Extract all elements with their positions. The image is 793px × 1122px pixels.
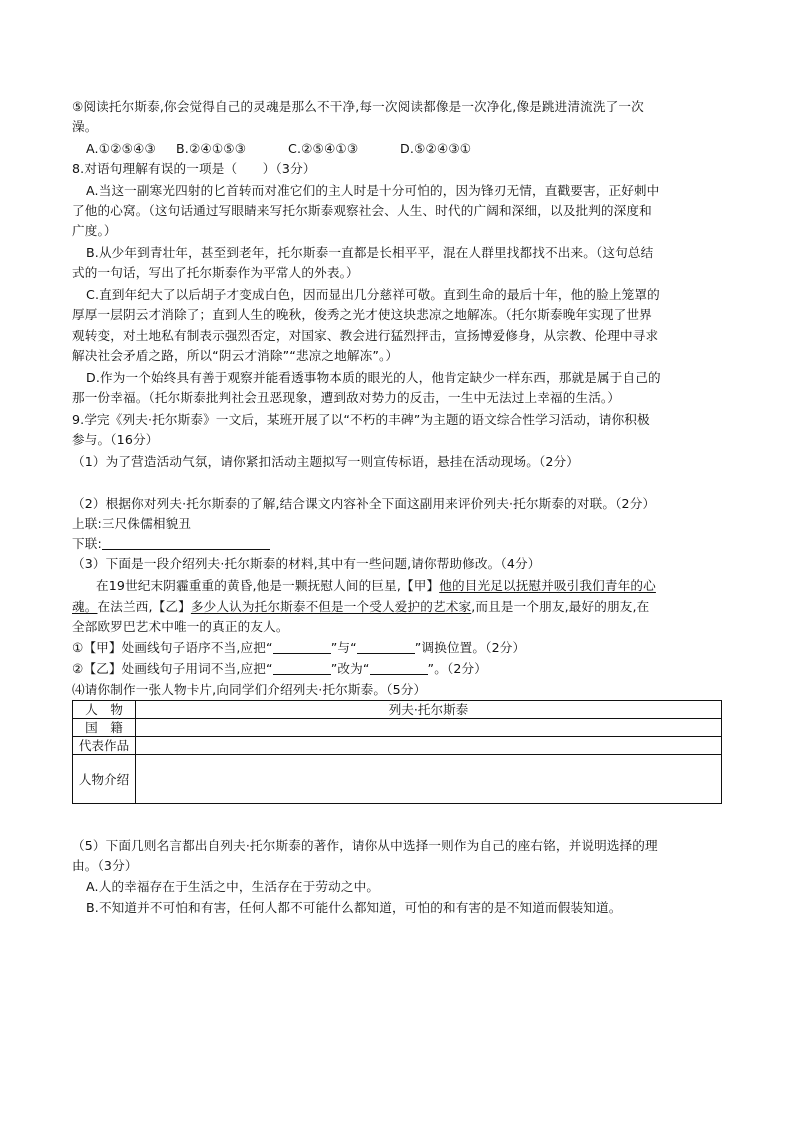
q8-option-d-line1: D.作为一个始终具有善于观察并能看透事物本质的眼光的人，他肯定缺少一样东西，那就是属于自己的 xyxy=(86,370,661,385)
card-value-intro[interactable] xyxy=(136,755,722,804)
person-card-table xyxy=(72,700,722,804)
sentence-5-line2: 澡。 xyxy=(72,119,98,134)
card-row-nationality xyxy=(73,719,722,737)
q7-option-c: C.②⑤④①③ xyxy=(288,141,359,156)
card-label-intro: 人物介绍 xyxy=(73,755,136,804)
fix-yi-blank-2 xyxy=(370,661,428,675)
card-label-person: 人 物 xyxy=(73,701,136,719)
fix-yi-text-b: ”改为“ xyxy=(330,661,370,676)
passage-text-b: 在法兰西, xyxy=(97,599,153,614)
q8-option-c-line1: C.直到年纪大了以后胡子才变成白色，因而显出几分慈祥可敬。直到生命的最后十年，他的脸上笼罩的 xyxy=(86,287,660,302)
q7-option-b: B.②④①⑤③ xyxy=(176,141,247,156)
card-label-works: 代表作品 xyxy=(73,737,136,755)
card-row-person xyxy=(73,701,722,719)
mark-jia: 【甲】 xyxy=(401,578,440,593)
q8-option-b-line2: 式的一句话，写出了托尔斯泰作为平常人的外表。） xyxy=(72,265,359,280)
q7-options xyxy=(86,139,471,159)
q9-stem-line2: 参与。（16分） xyxy=(72,432,159,447)
q8-option-a-line1: A.当这一副寒光四射的匕首转而对准它们的主人时是十分可怕的，因为锋刃无情，直戳要害，正好刺中 xyxy=(86,183,660,198)
passage-text-c: ,而且是一个朋友,最好的朋友,在 xyxy=(471,599,650,614)
q7-option-a: A.①②⑤④③ xyxy=(86,141,156,156)
q8-option-b-line1: B.从少年到青壮年，甚至到老年，托尔斯泰一直都是长相平平，混在人群里找都找不出来。（这句总结 xyxy=(86,245,654,260)
q8-option-c-line2: 厚厚一层阴云才消除了；直到人生的晚秋，俊秀之光才使这块悲凉之地解冻。（托尔斯泰晚年实现了世界 xyxy=(72,307,652,322)
q8-option-c-line4: 解决社会矛盾之路，所以“阴云才消除”“悲凉之地解冻”。） xyxy=(72,348,399,363)
fix-jia-blank-1 xyxy=(273,640,331,654)
couplet-lower-label: 下联: xyxy=(72,536,102,551)
fix-jia-blank-2 xyxy=(357,640,415,654)
passage-line3: 全部欧罗巴艺术中唯一的真正的友人。 xyxy=(72,619,289,634)
underline-yi: 多少人认为托尔斯泰不但是一个受人爱护的艺术家 xyxy=(190,599,472,614)
couplet-lower-blank xyxy=(102,536,270,550)
couplet-lower-row xyxy=(72,534,270,554)
passage-line2 xyxy=(72,597,649,617)
underline-jia-part1: 他的目光足以抚慰并吸引我们青年的心 xyxy=(439,578,656,593)
couplet-upper: 上联:三尺侏儒相貌丑 xyxy=(72,516,192,531)
card-value-nationality[interactable] xyxy=(136,719,722,737)
q9-sub5-line1: （5）下面几则名言都出自列夫·托尔斯泰的著作，请你从中选择一则作为自己的座右铭，并说明选择的理 xyxy=(72,838,658,853)
q9-sub1: （1）为了营造活动气氛，请你紧扣活动主题拟写一则宣传标语，悬挂在活动现场。（2分） xyxy=(72,454,580,469)
q7-option-d: D.⑤②④③① xyxy=(400,141,472,156)
motto-option-a: A.人的幸福存在于生活之中，生活存在于劳动之中。 xyxy=(86,879,380,894)
card-value-person: 列夫·托尔斯泰 xyxy=(136,701,722,719)
fix-yi-blank-1 xyxy=(273,661,331,675)
q8-option-d-line2: 那一份幸福。（托尔斯泰批判社会丑恶现象，遭到敌对势力的反击，一生中无法过上幸福的生活。） xyxy=(72,390,621,405)
q8-option-c-line3: 观转变，对土地私有制表示强烈否定，对国家、教会进行猛烈抨击，宣扬博爱修身，从宗教、伦理中寻求 xyxy=(72,328,659,343)
motto-option-b: B.不知道并不可怕和有害，任何人都不可能什么都知道，可怕的和有害的是不知道而假装知道。 xyxy=(86,900,622,915)
fix-jia-text-c: ”调换位置。（2分） xyxy=(414,640,526,655)
passage-line1 xyxy=(96,576,656,596)
q8-stem: 8.对语句理解有误的一项是（ ）（3分） xyxy=(72,161,316,176)
passage-text-a: 在19世纪末阴霾重重的黄昏,他是一颗抚慰人间的巨星, xyxy=(96,578,401,593)
card-label-nationality: 国 籍 xyxy=(73,719,136,737)
fix-yi-text-c: ”。（2分） xyxy=(427,661,488,676)
q9-sub2: （2）根据你对列夫·托尔斯泰的了解,结合课文内容补全下面这副用来评价列夫·托尔斯泰的对联。（2分） xyxy=(72,496,656,511)
sentence-5-line1: ⑤阅读托尔斯泰,你会觉得自己的灵魂是那么不干净,每一次阅读都像是一次净化,像是跳进清流洗了一次 xyxy=(72,99,644,114)
fix-yi-row xyxy=(72,659,487,679)
q9-sub3: （3）下面是一段介绍列夫·托尔斯泰的材料,其中有一些问题,请你帮助修改。（4分） xyxy=(72,556,541,571)
q8-option-a-line3: 广度。） xyxy=(72,223,117,238)
card-row-works xyxy=(73,737,722,755)
q9-stem-line1: 9.学完《列夫·托尔斯泰》一文后，某班开展了以“不朽的丰碑”为主题的语文综合性学习活动，请你积极 xyxy=(72,412,650,427)
fix-jia-text-b: ”与“ xyxy=(330,640,357,655)
fix-jia-text-a: ①【甲】处画线句子语序不当,应把“ xyxy=(72,640,273,655)
card-value-works[interactable] xyxy=(136,737,722,755)
q9-sub4: ⑷请你制作一张人物卡片,向同学们介绍列夫·托尔斯泰。（5分） xyxy=(72,682,427,697)
mark-yi: 【乙】 xyxy=(152,599,191,614)
fix-yi-text-a: ②【乙】处画线句子用词不当,应把“ xyxy=(72,661,273,676)
card-row-intro xyxy=(73,755,722,804)
q8-option-a-line2: 了他的心窝。（这句话通过写眼睛来写托尔斯泰观察社会、人生、时代的广阔和深细，以及批判的深度和 xyxy=(72,203,652,218)
q9-sub5-line2: 由。（3分） xyxy=(72,858,138,873)
fix-jia-row xyxy=(72,638,525,658)
underline-jia-part2: 魂。 xyxy=(72,599,98,614)
